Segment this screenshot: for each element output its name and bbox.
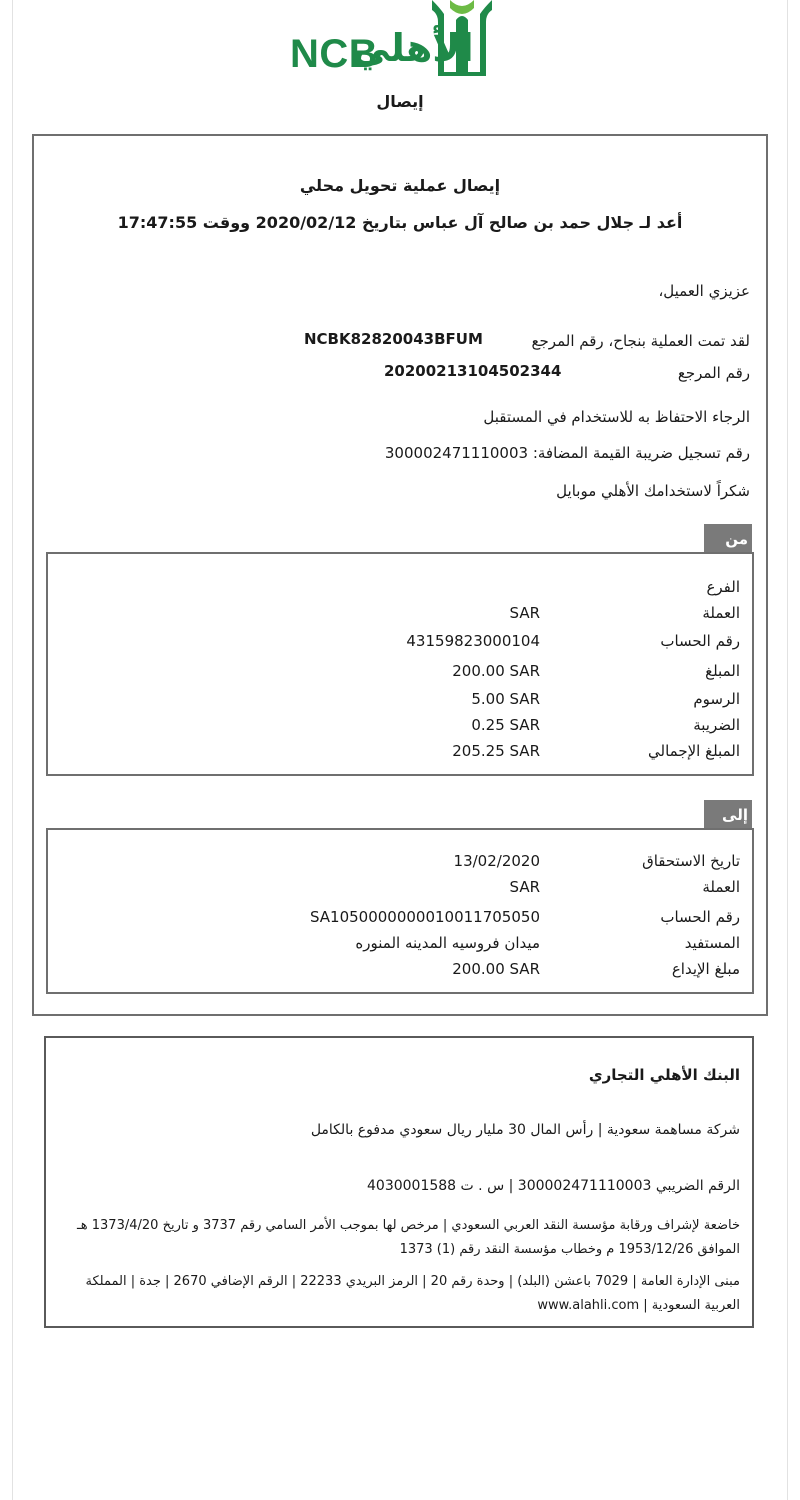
from-label: المبلغ xyxy=(705,662,740,680)
table-row xyxy=(48,934,752,958)
bank-name: البنك الأهلي التجاري xyxy=(588,1066,740,1084)
keep-note: الرجاء الاحتفاظ به للاستخدام في المستقبل xyxy=(483,408,750,426)
from-label: الضريبة xyxy=(693,716,740,734)
license-line-2: الموافق 1953/12/26 م وخطاب مؤسسة النقد رقم (1) 1373 xyxy=(399,1242,740,1257)
to-value: 13/02/2020 xyxy=(453,852,540,870)
table-row xyxy=(48,716,752,740)
vat-line: رقم تسجيل ضريبة القيمة المضافة: 300002471110003 xyxy=(384,444,750,462)
from-value: 0.25 SAR xyxy=(471,716,540,734)
from-value: 200.00 SAR xyxy=(452,662,540,680)
to-section-header: إلى xyxy=(704,800,752,830)
to-label: مبلغ الإيداع xyxy=(671,960,740,978)
from-value: 205.25 SAR xyxy=(452,742,540,760)
greeting: عزيزي العميل، xyxy=(658,282,750,300)
from-label: الفرع xyxy=(706,578,740,596)
tax-line: الرقم الضريبي 300002471110003 | س . ت 4030001588 xyxy=(367,1178,740,1194)
prepared-by-line: أعد لـ جلال حمد بن صالح آل عباس بتاريخ 2020/02/12 ووقت 17:47:55 xyxy=(117,213,683,232)
from-label: الرسوم xyxy=(693,690,740,708)
palm-emblem-icon xyxy=(430,0,494,76)
ncb-logo xyxy=(290,0,500,80)
logo-text-en: NCB xyxy=(290,32,379,76)
ref-value: 20200213104502344 xyxy=(384,362,562,380)
success-label: لقد تمت العملية بنجاح، رقم المرجع xyxy=(531,332,750,350)
from-label: العملة xyxy=(702,604,740,622)
receipt-title: إيصال عملية تحويل محلي xyxy=(299,176,501,195)
to-label: رقم الحساب xyxy=(660,908,740,926)
to-value: 200.00 SAR xyxy=(452,960,540,978)
table-row xyxy=(48,878,752,902)
logo-text-ar: الأهلي xyxy=(352,26,474,70)
address-line-2: العربية السعودية | www.alahli.com xyxy=(537,1298,740,1313)
receipt-box xyxy=(32,134,768,1016)
to-value: SA1050000000010011705050 xyxy=(309,908,540,926)
from-section-header: من xyxy=(704,524,752,554)
table-row xyxy=(48,852,752,876)
to-label: المستفيد xyxy=(684,934,740,952)
receipt-label: إيصال xyxy=(376,92,424,111)
table-row xyxy=(48,632,752,656)
from-value: SAR xyxy=(509,604,540,622)
company-line: شركة مساهمة سعودية | رأس المال 30 مليار ريال سعودي مدفوع بالكامل xyxy=(310,1122,740,1138)
from-section xyxy=(46,552,754,776)
to-label: العملة xyxy=(702,878,740,896)
thanks-line: شكراً لاستخدامك الأهلي موبايل xyxy=(556,482,750,500)
to-value: ميدان فروسيه المدينه المنوره xyxy=(355,934,540,952)
success-ref: NCBK82820043BFUM xyxy=(304,330,483,348)
to-value: SAR xyxy=(509,878,540,896)
table-row xyxy=(48,578,752,602)
from-value: 43159823000104 xyxy=(406,632,540,650)
ref-label: رقم المرجع xyxy=(677,364,750,382)
table-row xyxy=(48,960,752,984)
table-row xyxy=(48,662,752,686)
to-section xyxy=(46,828,754,994)
from-label: رقم الحساب xyxy=(660,632,740,650)
license-line-1: خاضعة لإشراف ورقابة مؤسسة النقد العربي السعودي | مرخص لها بموجب الأمر السامي رقم 3737 و تاريخ 1373/4/20 هـ xyxy=(76,1218,740,1233)
table-row xyxy=(48,690,752,714)
address-line-1: مبنى الإدارة العامة | 7029 باعشن (البلد) | وحدة رقم 20 | الرمز البريدي 22233 | الرقم الإضافي 2670 | جدة | المملكة xyxy=(85,1274,740,1289)
bank-footer xyxy=(44,1036,754,1328)
table-row xyxy=(48,604,752,628)
from-value: 5.00 SAR xyxy=(471,690,540,708)
from-label: المبلغ الإجمالي xyxy=(648,742,740,760)
to-label: تاريخ الاستحقاق xyxy=(642,852,740,870)
table-row xyxy=(48,908,752,932)
table-row xyxy=(48,742,752,766)
